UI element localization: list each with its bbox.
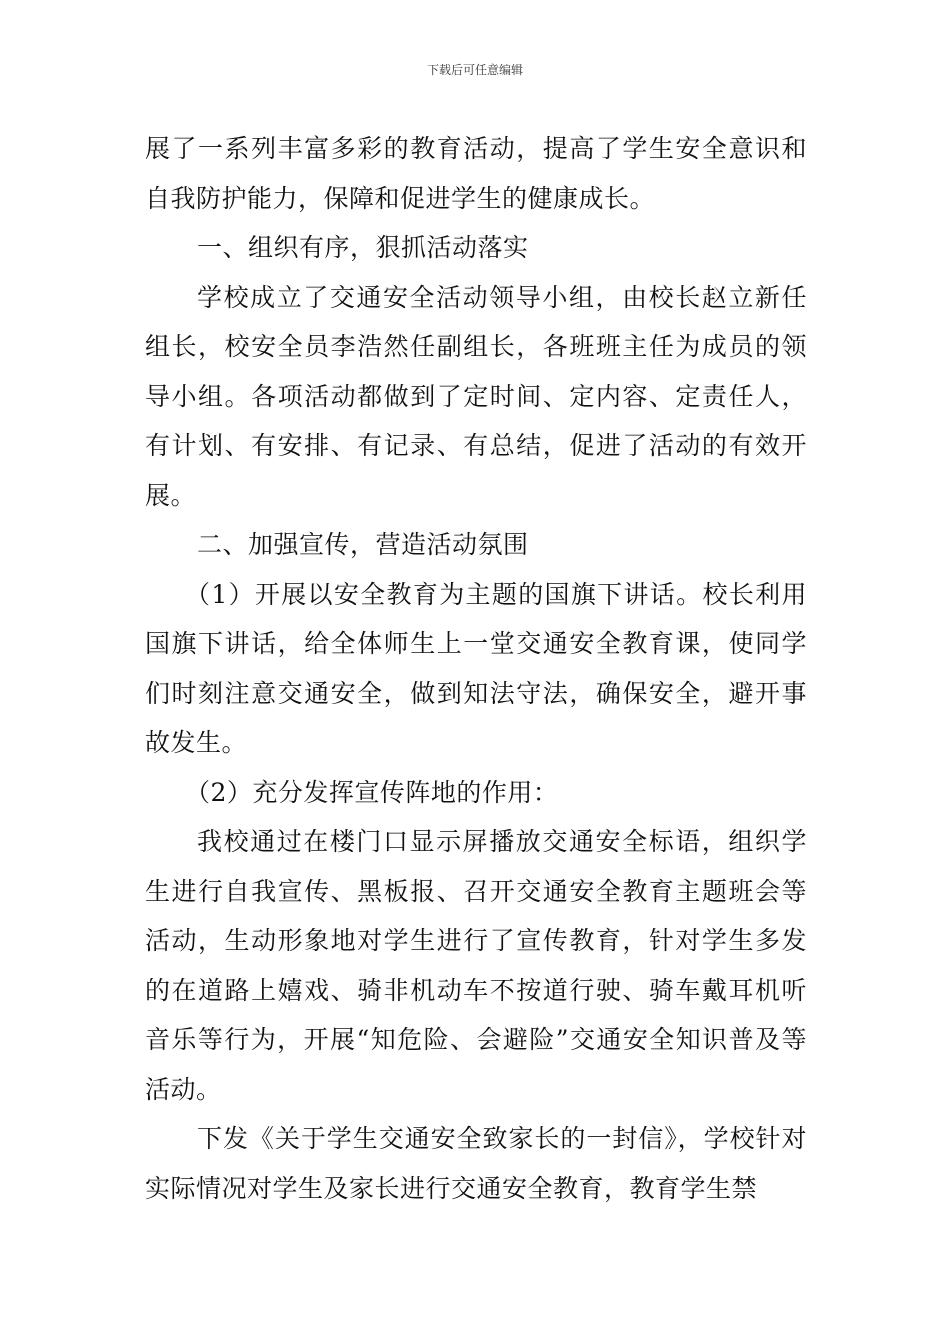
page-header: 下载后可任意编辑 [426,63,523,77]
section-heading-1: 一、组织有序，狠抓活动落实 [197,233,529,262]
paragraph-leadership-group: 学校成立了交通安全活动领导小组，由校长赵立新任组长，校安全员李浩然任副组长，各班班主任为成员的领导小组。各项活动都做到了定时间、定内容、定责任人，有计划、有安排、有记录、有总结，促进了活动的有效开展。 [145,282,807,510]
document-body [145,124,807,1213]
paragraph-publicity-heading: （2）充分发挥宣传阵地的作用： [185,777,559,807]
paragraph-flag-speech: （1）开展以安全教育为主题的国旗下讲话。校长利用国旗下讲话，给全体师生上一堂交通安全教育课，使同学们时刻注意交通安全，做到知法守法，确保安全，避开事故发生。 [145,579,807,757]
paragraph-parent-letter: 下发《关于学生交通安全致家长的一封信》，学校针对实际情况对学生及家长进行交通安全教育，教育学生禁 [145,1124,807,1203]
section-heading-2: 二、加强宣传，营造活动氛围 [197,530,529,559]
paragraph-publicity-activities: 我校通过在楼门口显示屏播放交通安全标语，组织学生进行自我宣传、黑板报、召开交通安全教育主题班会等活动，生动形象地对学生进行了宣传教育，针对学生多发的在道路上嬉戏、骑非机动车不按道行驶、骑车戴耳机听音乐等行为，开展“知危险、会避险”交通安全知识普及等活动。 [145,827,807,1104]
paragraph-continuation: 展了一系列丰富多彩的教育活动，提高了学生安全意识和自我防护能力，保障和促进学生的健康成长。 [145,134,807,213]
